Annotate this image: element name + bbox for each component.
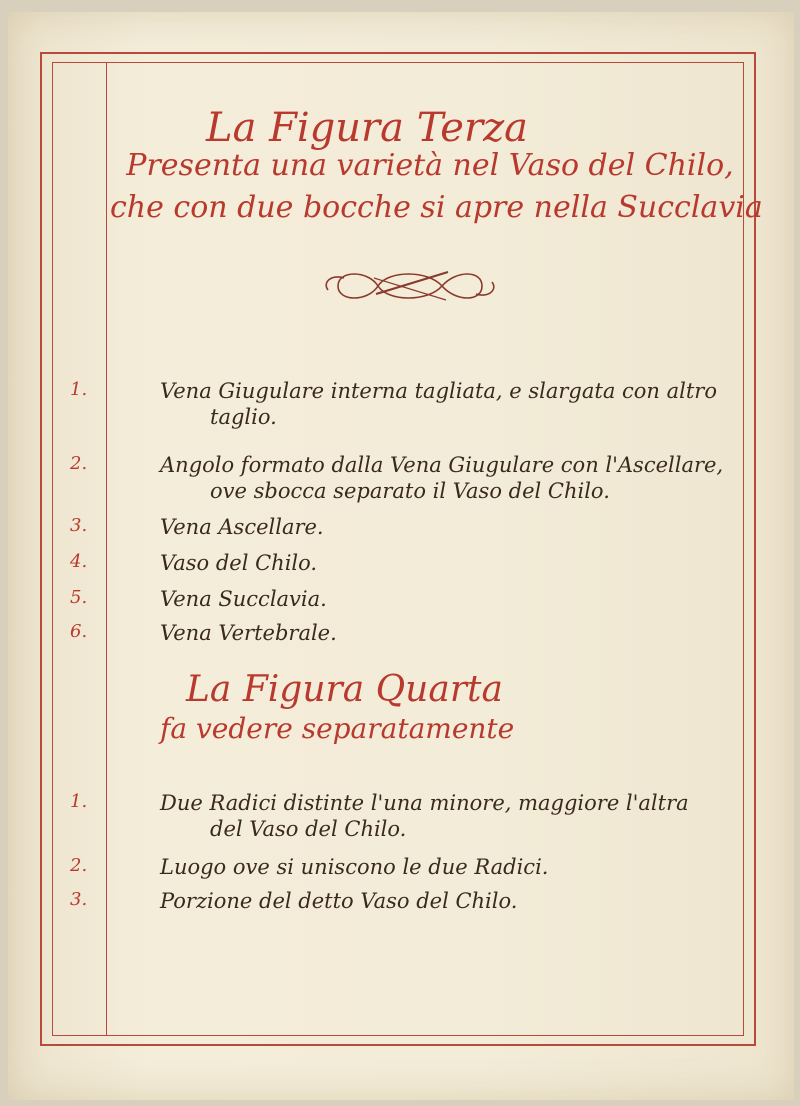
figure4-subtitle: fa vedere separatamente xyxy=(160,712,515,745)
item-number: 1. xyxy=(70,379,88,400)
item-text: Angolo formato dalla Vena Giugulare con l'Ascellare, xyxy=(160,453,724,477)
item-number: 6. xyxy=(70,621,88,642)
item-continuation: del Vaso del Chilo. xyxy=(210,817,407,841)
list-item: Vena Ascellare. xyxy=(160,515,324,539)
item-text: Vena Giugulare interna tagliata, e slargata con altro xyxy=(160,379,717,403)
figure3-subtitle-line2: che con due bocche si apre nella Succlavia xyxy=(110,190,763,225)
list-item xyxy=(160,452,750,504)
item-number: 3. xyxy=(70,889,88,910)
item-number: 1. xyxy=(70,791,88,812)
item-number: 4. xyxy=(70,551,88,572)
item-continuation: ove sbocca separato il Vaso del Chilo. xyxy=(210,479,610,503)
list-item: Porzione del detto Vaso del Chilo. xyxy=(160,889,518,913)
list-item xyxy=(160,378,750,430)
item-number: 3. xyxy=(70,515,88,536)
item-number: 2. xyxy=(70,453,88,474)
item-number: 2. xyxy=(70,855,88,876)
list-item: Luogo ove si uniscono le due Radici. xyxy=(160,855,549,879)
figure4-title: La Figura Quarta xyxy=(186,669,503,710)
list-item: Vaso del Chilo. xyxy=(160,551,318,575)
item-number: 5. xyxy=(70,587,88,608)
item-continuation: taglio. xyxy=(210,405,277,429)
list-item: Vena Vertebrale. xyxy=(160,621,337,645)
item-text: Due Radici distinte l'una minore, maggiore l'altra xyxy=(160,791,689,815)
calligraphic-flourish-icon xyxy=(318,256,502,316)
list-item xyxy=(160,790,750,842)
figure3-subtitle-line1: Presenta una varietà nel Vaso del Chilo, xyxy=(126,148,734,183)
list-item: Vena Succlavia. xyxy=(160,587,327,611)
figure3-title: La Figura Terza xyxy=(206,105,529,151)
